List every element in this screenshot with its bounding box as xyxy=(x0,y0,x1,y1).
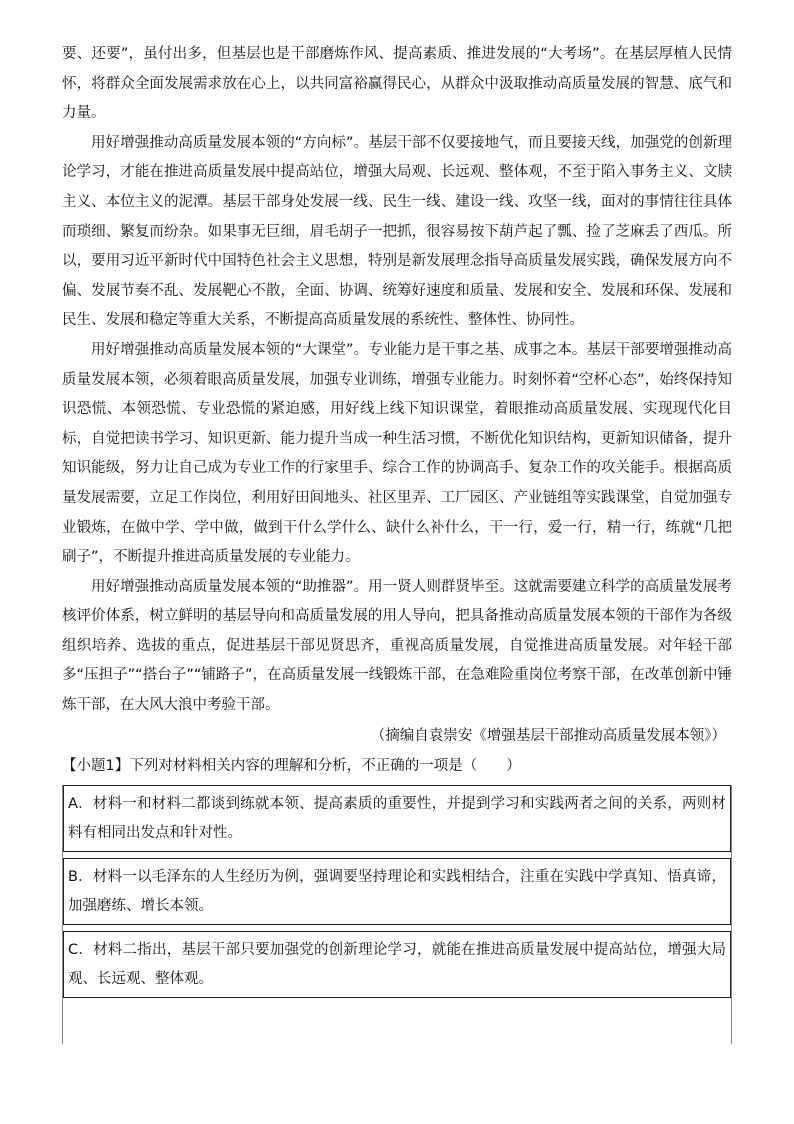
option-c[interactable]: C．材料二指出，基层干部只要加强党的创新理论学习，就能在推进高质量发展中提高站位，增强大局观、长远观、整体观。 xyxy=(63,931,731,998)
document-page xyxy=(62,40,732,1044)
option-area-continuation xyxy=(62,998,732,1044)
paragraph-direction-marker: 用好增强推动高质量发展本领的“方向标”。基层干部不仅要接地气，而且要接天线，加强党的创新理论学习，才能在推进高质量发展中提高站位，增强大局观、长远观、整体观，不至于陷入事务主义、文牍主义、本位主义的泥潭。基层干部身处发展一线、民生一线、建设一线、攻坚一线，面对的事情往往具体而琐细、繁复而纷杂。如果事无巨细，眉毛胡子一把抓，很容易按下葫芦起了瓢、捡了芝麻丢了西瓜。所以，要用习近平新时代中国特色社会主义思想，特别是新发展理念指导高质量发展实践，确保发展方向不偏、发展节奏不乱、发展靶心不散，全面、协调、统筹好速度和质量、发展和安全、发展和环保、发展和民生、发展和稳定等重大关系，不断提高高质量发展的系统性、整体性、协同性。 xyxy=(62,134,732,329)
option-a[interactable]: A．材料一和材料二都谈到练就本领、提高素质的重要性，并提到学习和实践两者之间的关系，两则材料有相同出发点和针对性。 xyxy=(63,785,731,852)
paragraph-continuation: 要、还要”，虽付出多，但基层也是干部磨炼作风、提高素质、推进发展的“大考场”。在基层厚植人民情怀，将群众全面发展需求放在心上，以共同富裕赢得民心，从群众中汲取推动高质量发展的智慧、底气和力量。 xyxy=(62,46,732,122)
source-citation: （摘编自袁崇安《增强基层干部推动高质量发展本领》） xyxy=(370,727,726,744)
question-stem: 【小题1】下列对材料相关内容的理解和分析，不正确的一项是（ ） xyxy=(62,757,521,774)
option-b[interactable]: B．材料一以毛泽东的人生经历为例，强调要坚持理论和实践相结合，注重在实践中学真知、悟真谛，加强磨练、增长本领。 xyxy=(63,858,731,925)
paragraph-booster: 用好增强推动高质量发展本领的“助推器”。用一贤人则群贤毕至。这就需要建立科学的高质量发展考核评价体系，树立鲜明的基层导向和高质量发展的用人导向，把具备推动高质量发展本领的干部作为各级组织培养、选拔的重点，促进基层干部见贤思齐，重视高质量发展，自觉推进高质量发展。对年轻干部多“压担子”“搭台子”“铺路子”，在高质量发展一线锻炼干部，在急难险重岗位考察干部，在改革创新中锤炼干部，在大风大浪中考验干部。 xyxy=(62,578,732,714)
paragraph-big-classroom: 用好增强推动高质量发展本领的“大课堂”。专业能力是干事之基、成事之本。基层干部要增强推动高质量发展本领，必须着眼高质量发展，加强专业训练，增强专业能力。时刻怀着“空杯心态”，始终保持知识恐慌、本领恐慌、专业恐慌的紧迫感，用好线上线下知识课堂，着眼推动高质量发展、实现现代化目标，自觉把读书学习、知识更新、能力提升当成一种生活习惯，不断优化知识结构，更新知识储备，提升知识能级，努力让自己成为专业工作的行家里手、综合工作的协调高手、复杂工作的攻关能手。根据高质量发展需要，立足工作岗位，利用好田间地头、社区里弄、工厂园区、产业链组等实践课堂，自觉加强专业锻炼，在做中学、学中做，做到干什么学什么、缺什么补什么，干一行，爱一行，精一行，练就“几把刷子”，不断提升推进高质量发展的专业能力。 xyxy=(62,341,732,566)
answer-options xyxy=(62,785,732,998)
